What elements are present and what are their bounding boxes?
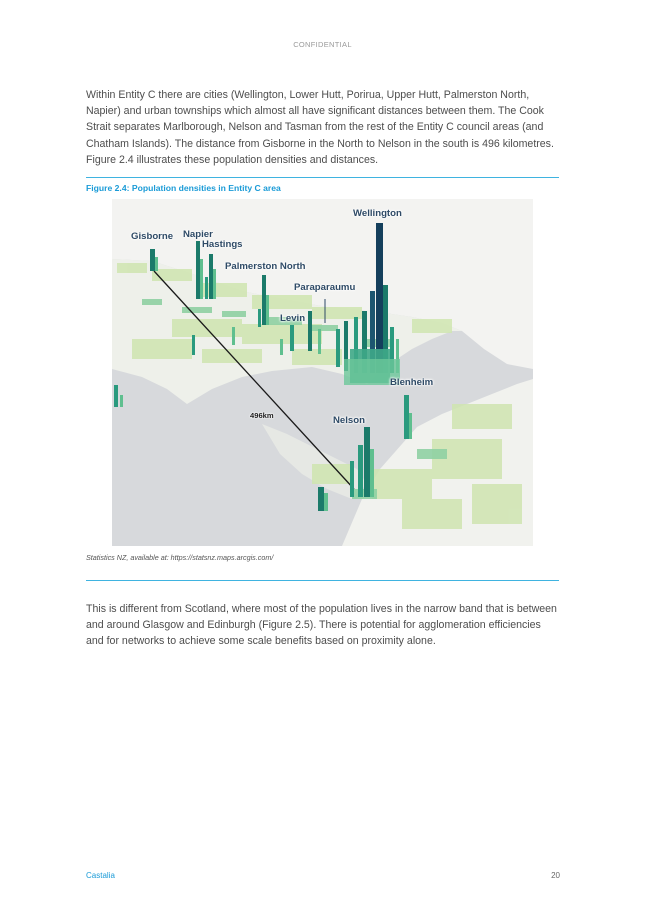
figure-source: Statistics NZ, available at: https://statsnz.maps.arcgis.com/ [86,553,274,562]
figure-top-rule [86,177,559,178]
intro-paragraph: Within Entity C there are cities (Wellington, Lower Hutt, Porirua, Upper Hutt, Palmerston North, Napier) and urban townships which almost all have significant distances between them. The Cook Strait separates Marlborough, Nelson and Tasman from the rest of the Entity C council areas (and Chatham Islands). The distance from Gisborne in the North to Nelson in the south is 496 kilometres. Figure 2.4 illustrates these population densities and distances. [86,89,554,166]
label-hastings: Hastings [202,239,243,250]
confidential-header: CONFIDENTIAL [293,40,352,49]
population-density-map [112,199,533,546]
label-gisborne: Gisborne [131,231,174,242]
label-distance: 496km [250,411,274,420]
label-napier: Napier [183,229,213,240]
figure-bottom-rule [86,580,559,581]
label-paraparaumu: Paraparaumu [294,282,356,293]
comparison-paragraph: This is different from Scotland, where most of the population lives in the narrow band that is between and around Glasgow and Edinburgh (Figure 2.5). There is potential for agglomeration efficiencies and for networks to achieve some scale benefits based on proximity alone. [86,603,557,648]
label-wellington: Wellington [353,208,402,219]
footer-brand: Castalia [86,871,115,880]
density-map-graphic [112,199,533,546]
label-blenheim: Blenheim [390,377,434,388]
label-levin: Levin [280,313,306,324]
label-nelson: Nelson [333,415,365,426]
page-number: 20 [551,871,560,880]
label-palmerston-north: Palmerston North [225,261,306,272]
figure-caption: Figure 2.4: Population densities in Entity C area [86,183,281,193]
